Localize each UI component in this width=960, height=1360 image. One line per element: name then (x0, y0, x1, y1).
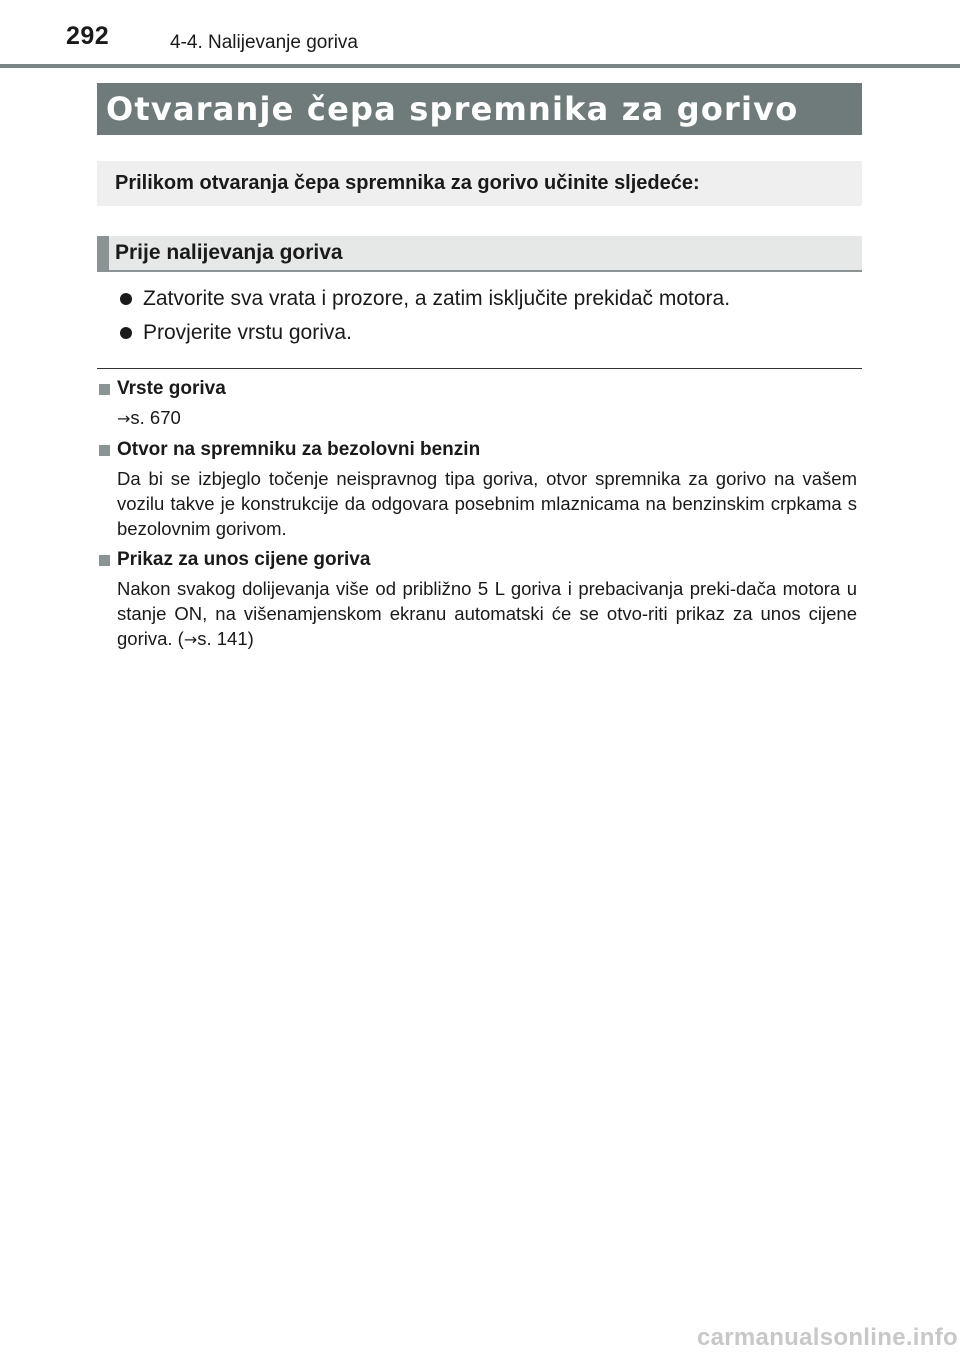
note-text: Nakon svakog dolijevanja više od približno 5 L goriva i prebacivanja preki-dača motora u stanje ON, na višenamjenskom ekranu automatski će se otvo-riti prikaz za unos cijene goriva. ( (117, 578, 857, 649)
arrow-icon: → (117, 409, 131, 428)
note-heading-text: Vrste goriva (117, 378, 226, 399)
intro-box (97, 161, 862, 206)
bullet-text: Provjerite vrstu goriva. (143, 321, 352, 344)
watermark: carmanualsonline.info (696, 1324, 958, 1351)
page-title: Otvaranje čepa spremnika za gorivo (106, 90, 799, 128)
list-item (120, 316, 860, 350)
title-banner (97, 83, 862, 135)
note-body: Da bi se izbjeglo točenje neispravnog tipa goriva, otvor spremnika za gorivo na vašem vozilu takve je konstrukcije da odgovara posebnim mlaznicama na benzinskim crpkama s bezolovnim gorivom. (117, 468, 857, 539)
page-reference-link[interactable]: s. 141) (197, 628, 254, 649)
note-body (117, 405, 857, 431)
note-heading (99, 548, 857, 572)
square-bullet-icon (99, 445, 110, 456)
list-item (120, 282, 860, 316)
note-body (117, 576, 857, 652)
bullet-text: Zatvorite sva vrata i prozore, a zatim isključite prekidač motora. (143, 287, 731, 310)
square-bullet-icon (99, 555, 110, 566)
arrow-icon: → (183, 630, 198, 649)
intro-text: Prilikom otvaranja čepa spremnika za gorivo učinite sljedeće: (115, 172, 700, 194)
subheading-text: Prije nalijevanja goriva (115, 241, 343, 264)
bullet-list (120, 282, 860, 350)
square-bullet-icon (99, 384, 110, 395)
subheading (97, 236, 862, 272)
page-number: 292 (66, 22, 110, 50)
section-header: 4-4. Nalijevanje goriva (170, 32, 358, 53)
page-reference-link[interactable]: s. 670 (130, 407, 181, 428)
note-heading-text: Prikaz za unos cijene goriva (117, 549, 371, 570)
divider (97, 368, 862, 369)
note-heading (99, 438, 857, 462)
note-heading-text: Otvor na spremniku za bezolovni benzin (117, 439, 481, 460)
bullet-dot-icon (120, 327, 132, 339)
header-rule (0, 64, 960, 68)
note-heading (99, 377, 857, 401)
bullet-dot-icon (120, 293, 132, 305)
notes-section (99, 377, 857, 659)
